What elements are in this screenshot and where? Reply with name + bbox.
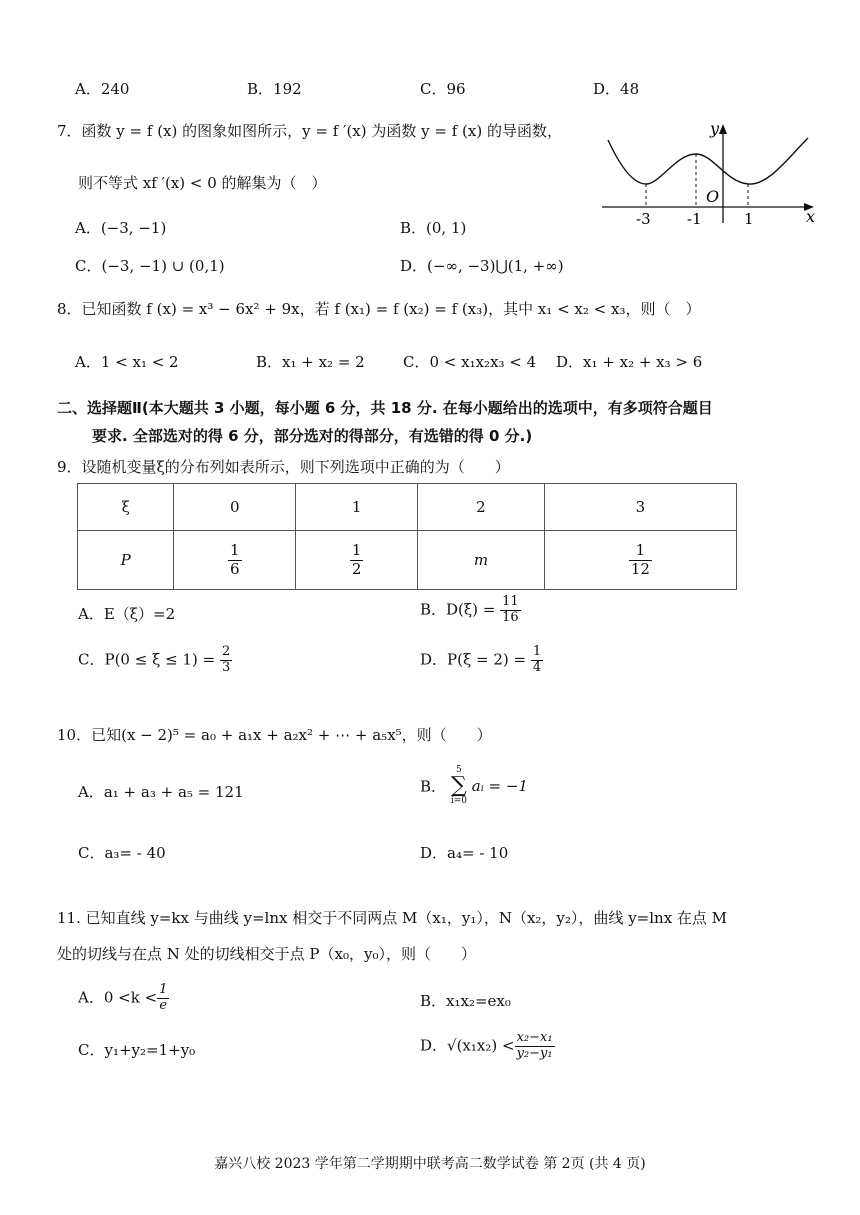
q8-option-c: C．0 < x₁x₂x₃ < 4 xyxy=(403,353,537,371)
sigma-icon: ∑ xyxy=(451,773,467,798)
q11-option-d xyxy=(420,1031,555,1062)
sum-upper: 5 xyxy=(456,765,462,775)
p0-num: 1 xyxy=(230,541,240,560)
cell-p2: m xyxy=(418,531,545,590)
cell-value-2: 2 xyxy=(418,484,545,531)
q10-option-a: A．a₁ + a₃ + a₅ = 121 xyxy=(78,783,244,801)
p1-den: 2 xyxy=(351,559,362,578)
q11-stem-line2: 处的切线与在点 N 处的切线相交于点 P（x₀，y₀），则（ ） xyxy=(57,945,476,963)
cell-value-1: 1 xyxy=(296,484,418,531)
q9-option-d-text: D．P(ξ = 2) = xyxy=(420,650,531,669)
table-row-header xyxy=(78,484,737,531)
q10-option-b-rest: aᵢ = −1 xyxy=(471,777,528,795)
q10-option-c: C．a₃= ‐ 40 xyxy=(78,844,166,862)
q6-option-c: C．96 xyxy=(420,80,466,98)
q7-stem-line2: 则不等式 xf ′(x) < 0 的解集为（ ） xyxy=(78,174,327,192)
summation-symbol xyxy=(451,766,467,806)
tick-minus1: -1 xyxy=(687,210,702,228)
q7-option-d: D．(−∞, −3)⋃(1, +∞) xyxy=(400,257,564,275)
cell-p1 xyxy=(296,531,418,590)
q8-option-a: A．1 < x₁ < 2 xyxy=(75,353,179,371)
q6-option-d: D．48 xyxy=(593,80,640,98)
q6-option-a: A．240 xyxy=(75,80,130,98)
q11-option-c: C．y₁+y₂=1+y₀ xyxy=(78,1041,196,1059)
q11-d-den: y₂−y₁ xyxy=(516,1045,553,1061)
q9-option-b xyxy=(420,595,521,626)
function-curve xyxy=(608,138,808,184)
q9-stem: 9．设随机变量ξ的分布列如表所示，则下列选项中正确的为（ ） xyxy=(57,458,510,476)
q9-distribution-table xyxy=(77,483,737,590)
p3-den: 12 xyxy=(630,559,650,578)
q8-stem: 8．已知函数 f (x) = x³ − 6x² + 9x，若 f (x₁) = f (x₂) = f (x₃)，其中 x₁ < x₂ < x₃，则（ ） xyxy=(57,300,701,318)
q9-d-den: 4 xyxy=(532,659,542,675)
section2-heading-line1: 二、选择题Ⅱ(本大题共 3 小题，每小题 6 分，共 18 分. 在每小题给出的选项中，有多项符合题目 xyxy=(57,399,713,417)
cell-p-label: P xyxy=(78,531,174,590)
q10-stem: 10．已知(x − 2)⁵ = a₀ + a₁x + a₂x² + ⋯ + a₅x⁵，则（ ） xyxy=(57,726,492,744)
q9-option-b-text: B．D(ξ) = xyxy=(420,600,501,619)
cell-p3 xyxy=(544,531,736,590)
q11-option-b: B．x₁x₂=ex₀ xyxy=(420,992,511,1010)
cell-p0 xyxy=(174,531,296,590)
y-axis-arrow xyxy=(719,124,727,134)
section2-heading-line2: 要求. 全部选对的得 6 分，部分选对的得部分，有选错的得 0 分.) xyxy=(92,427,533,445)
q9-c-num: 2 xyxy=(221,644,231,659)
q7-option-c: C．(−3, −1) ∪ (0,1) xyxy=(75,257,225,275)
q11-a-den: e xyxy=(159,997,168,1013)
q7-stem-line1: 7．函数 y = f (x) 的图象如图所示，y = f ′(x) 为函数 y = f (x) 的导函数， xyxy=(57,122,562,140)
cell-xi: ξ xyxy=(78,484,174,531)
q8-option-b: B．x₁ + x₂ = 2 xyxy=(256,353,365,371)
page-footer: 嘉兴八校 2023 学年第二学期期中联考高二数学试卷 第 2页 (共 4 页) xyxy=(214,1156,646,1172)
y-axis-label: y xyxy=(710,119,720,138)
p0-den: 6 xyxy=(230,559,240,578)
q7-option-a: A．(−3, −1) xyxy=(75,219,167,237)
q9-b-den: 16 xyxy=(502,609,519,625)
p1-num: 1 xyxy=(351,541,362,560)
cell-value-0: 0 xyxy=(174,484,296,531)
origin-label: O xyxy=(706,187,720,206)
q6-option-b: B．192 xyxy=(247,80,302,98)
tick-1: 1 xyxy=(744,210,754,228)
q7-function-graph xyxy=(598,118,820,228)
p3-num: 1 xyxy=(629,542,652,560)
tick-minus3: -3 xyxy=(636,210,651,228)
q9-d-num: 1 xyxy=(532,644,542,659)
q9-b-num: 11 xyxy=(502,594,519,609)
q9-option-d xyxy=(420,645,543,676)
q9-option-c-text: C．P(0 ≤ ξ ≤ 1) = xyxy=(78,650,220,669)
q11-option-a xyxy=(78,983,169,1014)
q11-option-a-text: A．0 <k < xyxy=(78,988,158,1007)
q10-option-b xyxy=(420,766,528,806)
q9-option-c xyxy=(78,645,232,676)
q10-option-d: D．a₄= ‐ 10 xyxy=(420,844,509,862)
q10-option-b-label: B． xyxy=(420,777,447,796)
cell-value-3: 3 xyxy=(544,484,736,531)
sum-lower: i=0 xyxy=(450,796,467,806)
q11-d-num: x₂−x₁ xyxy=(515,1031,555,1047)
table-row-probability xyxy=(78,531,737,590)
q11-option-d-text: D．√(x₁x₂) < xyxy=(420,1036,515,1055)
q8-option-d: D．x₁ + x₂ + x₃ > 6 xyxy=(556,353,703,371)
x-axis-label: x xyxy=(806,207,816,226)
q11-stem-line1: 11. 已知直线 y=kx 与曲线 y=lnx 相交于不同两点 M（x₁，y₁），N（x₂，y₂），曲线 y=lnx 在点 M xyxy=(57,909,728,927)
q9-c-den: 3 xyxy=(221,659,231,675)
q7-option-b: B．(0, 1) xyxy=(400,219,467,237)
q9-option-a: A．E（ξ）=2 xyxy=(78,605,176,623)
q11-a-num: 1 xyxy=(159,982,168,997)
